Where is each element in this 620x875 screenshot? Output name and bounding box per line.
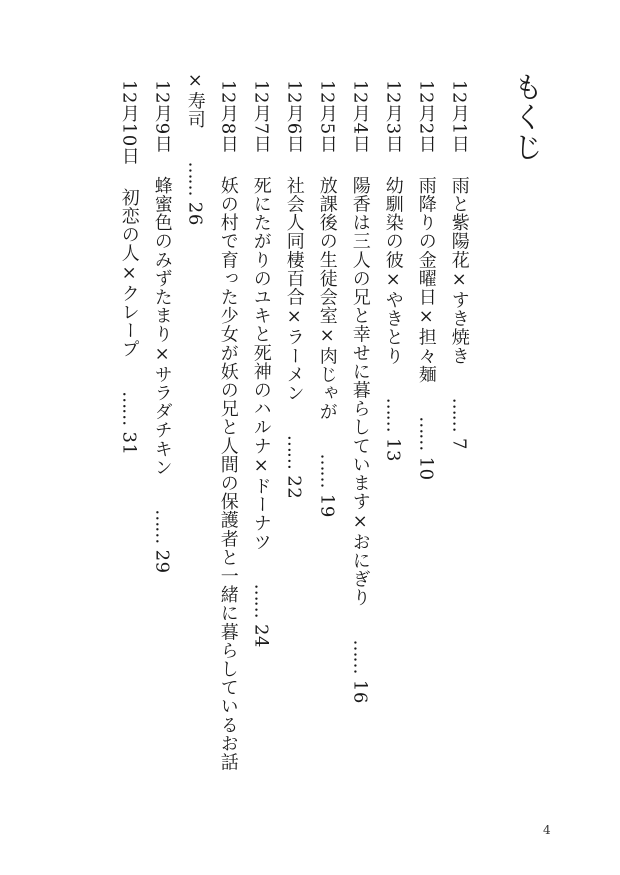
leader-dots: …… xyxy=(151,509,173,544)
entry-date: 12月2日 xyxy=(415,80,437,154)
entry-title: 陽香は三人の兄と幸せに暮らしています×おにぎり xyxy=(349,176,371,607)
entry-title: 幼馴染の彼×やきとり xyxy=(382,176,404,366)
leader-dots: …… xyxy=(283,434,305,469)
page-number: 4 xyxy=(543,823,551,837)
entry-page: 16 xyxy=(349,679,371,704)
leader-dots: …… xyxy=(349,639,371,674)
entry-date: 12月8日 xyxy=(217,80,239,154)
entry-page: 31 xyxy=(118,431,140,456)
entry-date: 12月5日 xyxy=(316,80,338,154)
toc-title: もくじ xyxy=(510,72,544,162)
entry-date: 12月9日 xyxy=(151,80,173,154)
entry-date: 12月3日 xyxy=(382,80,404,154)
entry-page: 24 xyxy=(250,624,272,649)
leader-dots: …… xyxy=(415,416,437,451)
entry-title: 蜂蜜色のみずたまり×サラダチキン xyxy=(151,176,173,477)
leader-dots: …… xyxy=(184,161,206,196)
entry-date: 12月1日 xyxy=(448,80,470,154)
entry-page: 10 xyxy=(415,456,437,481)
entry-title: 雨降りの金曜日×担々麺 xyxy=(415,176,437,384)
toc-entry xyxy=(283,80,304,499)
entry-title-continued: ×寿司 xyxy=(184,70,206,129)
entry-page: 19 xyxy=(316,493,338,518)
entry-title: 死にたがりのユキと死神のハルナ×ドーナツ xyxy=(250,176,272,552)
entry-page: 22 xyxy=(283,475,305,500)
toc-entry xyxy=(349,80,370,704)
leader-dots: …… xyxy=(382,397,404,432)
entry-page: 26 xyxy=(184,201,206,226)
toc-entry xyxy=(382,80,403,462)
toc-entry xyxy=(118,80,139,456)
toc-entry xyxy=(316,80,337,518)
toc-entry xyxy=(250,80,271,648)
entry-title: 社会人同棲百合×ラーメン xyxy=(283,176,305,403)
entry-date: 12月10日 xyxy=(118,80,140,166)
leader-dots: …… xyxy=(316,453,338,488)
toc-entry xyxy=(415,80,436,481)
leader-dots: …… xyxy=(448,397,470,432)
leader-dots: …… xyxy=(118,391,140,426)
toc-entry xyxy=(217,80,238,771)
entry-page: 13 xyxy=(382,438,404,463)
entry-page: 7 xyxy=(448,438,470,451)
entry-title: 雨と紫陽花×すき焼き xyxy=(448,176,470,366)
entry-title: 初恋の人×クレープ xyxy=(118,188,140,359)
toc-entry xyxy=(151,80,172,574)
entry-date: 12月4日 xyxy=(349,80,371,154)
entry-date: 12月6日 xyxy=(283,80,305,154)
entry-title: 妖の村で育った少女が妖の兄と人間の保護者と一緒に暮らしているお話 xyxy=(217,176,239,772)
toc-entry-continuation xyxy=(184,70,205,226)
toc-entry xyxy=(448,80,469,450)
entry-title: 放課後の生徒会室×肉じゃが xyxy=(316,176,338,421)
entry-page: 29 xyxy=(151,549,173,574)
entry-date: 12月7日 xyxy=(250,80,272,154)
leader-dots: …… xyxy=(250,583,272,618)
